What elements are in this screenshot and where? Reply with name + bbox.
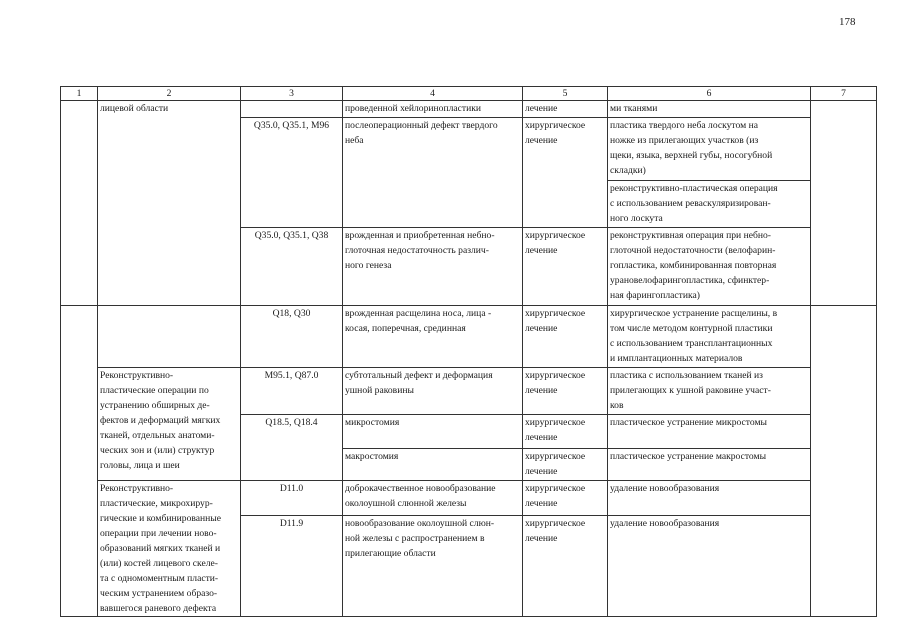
cell-code bbox=[241, 101, 343, 118]
header-col-2: 2 bbox=[98, 87, 241, 101]
cell-method: реконструктивная операция при небно- глоточной недостаточности (велофарин- гопластика, комбинированная повторная урановелофарингопластика, сфинктер- ная фарингопластика) bbox=[608, 228, 811, 306]
cell-method: ми тканями bbox=[608, 101, 811, 118]
header-col-6: 6 bbox=[608, 87, 811, 101]
cell-treatment-type: хирургическое лечение bbox=[523, 228, 608, 306]
header-col-7: 7 bbox=[811, 87, 877, 101]
cell-method: пластическое устранение микростомы bbox=[608, 415, 811, 449]
page-number: 178 bbox=[839, 16, 856, 28]
cell-model: врожденная и приобретенная небно- глоточная недостаточность различ- ного генеза bbox=[343, 228, 523, 306]
table-row bbox=[61, 481, 877, 516]
cell-model: макростомия bbox=[343, 449, 523, 481]
treatment-table bbox=[60, 86, 877, 617]
cell-col7 bbox=[811, 306, 877, 617]
cell-code: Q18, Q30 bbox=[241, 306, 343, 368]
cell-number bbox=[61, 101, 98, 306]
cell-model: микростомия bbox=[343, 415, 523, 449]
cell-model: проведенной хейлоринопластики bbox=[343, 101, 523, 118]
cell-treatment-type: хирургическое лечение bbox=[523, 481, 608, 516]
cell-method: пластическое устранение макростомы bbox=[608, 449, 811, 481]
cell-method: пластика с использованием тканей из прилегающих к ушной раковине участ- ков bbox=[608, 368, 811, 415]
cell-code: Q35.0, Q35.1, Q38 bbox=[241, 228, 343, 306]
header-col-4: 4 bbox=[343, 87, 523, 101]
cell-method: пластика твердого неба лоскутом на ножке из прилегающих участков (из щеки, языка, верхней губы, носогубной складки) bbox=[608, 118, 811, 181]
cell-method: удаление новообразования bbox=[608, 481, 811, 516]
header-row bbox=[61, 87, 877, 101]
cell-code: Q18.5, Q18.4 bbox=[241, 415, 343, 481]
header-col-1: 1 bbox=[61, 87, 98, 101]
cell-treatment-type: хирургическое лечение bbox=[523, 415, 608, 449]
cell-code: D11.9 bbox=[241, 516, 343, 617]
cell-number bbox=[61, 306, 98, 617]
cell-col7 bbox=[811, 101, 877, 306]
header-col-5: 5 bbox=[523, 87, 608, 101]
cell-code: Q35.0, Q35.1, M96 bbox=[241, 118, 343, 228]
cell-code: M95.1, Q87.0 bbox=[241, 368, 343, 415]
cell-treatment-type: лечение bbox=[523, 101, 608, 118]
table-row bbox=[61, 101, 877, 118]
cell-treatment-type: хирургическое лечение bbox=[523, 306, 608, 368]
cell-group-name bbox=[98, 306, 241, 368]
table-row bbox=[61, 368, 877, 415]
cell-method: реконструктивно-пластическая операция с использованием реваскуляризирован- ного лоскута bbox=[608, 181, 811, 228]
cell-group-name: Реконструктивно- пластические, микрохирур- гические и комбинированные операции при лечении ново- образований мягких тканей и (или) костей лицевого скеле- та с одномоментным пласти- ческим устранением образо- вавшегося раневого дефекта bbox=[98, 481, 241, 617]
cell-treatment-type: хирургическое лечение bbox=[523, 516, 608, 617]
cell-group-name: Реконструктивно- пластические операции по устранению обширных де- фектов и деформаций мягких тканей, отдельных анатоми- ческих зон и (или) структур головы, лица и шеи bbox=[98, 368, 241, 481]
cell-method: хирургическое устранение расщелины, в том числе методом контурной пластики с использованием трансплантационных и имплантационных материалов bbox=[608, 306, 811, 368]
table-row bbox=[61, 306, 877, 368]
cell-treatment-type: хирургическое лечение bbox=[523, 368, 608, 415]
cell-model: врожденная расщелина носа, лица - косая, поперечная, срединная bbox=[343, 306, 523, 368]
cell-treatment-type: хирургическое лечение bbox=[523, 449, 608, 481]
cell-model: новообразование околоушной слюн- ной железы с распространением в прилегающие области bbox=[343, 516, 523, 617]
cell-method: удаление новообразования bbox=[608, 516, 811, 617]
cell-model: субтотальный дефект и деформация ушной раковины bbox=[343, 368, 523, 415]
cell-model: послеоперационный дефект твердого неба bbox=[343, 118, 523, 228]
cell-code: D11.0 bbox=[241, 481, 343, 516]
cell-model: доброкачественное новообразование околоушной слюнной железы bbox=[343, 481, 523, 516]
header-col-3: 3 bbox=[241, 87, 343, 101]
cell-treatment-type: хирургическое лечение bbox=[523, 118, 608, 228]
cell-group-name: лицевой области bbox=[98, 101, 241, 306]
